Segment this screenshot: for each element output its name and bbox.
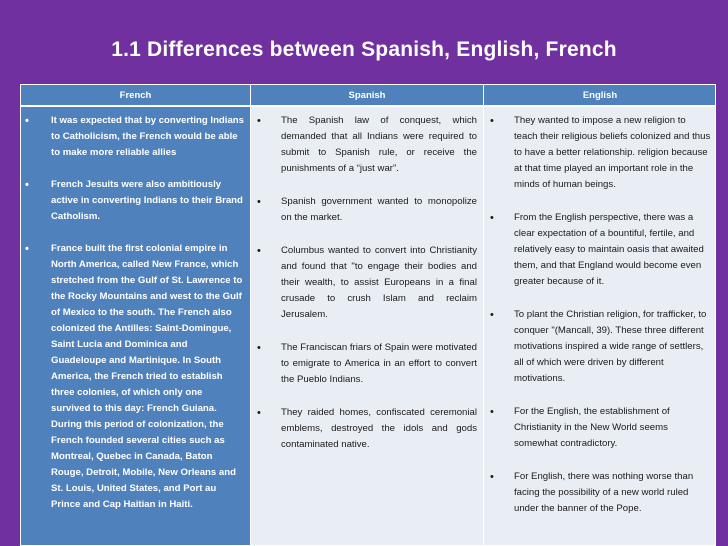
list-item-text: The Franciscan friars of Spain were motivated to emigrate to America in an effort to convert the Pueblo Indians. — [281, 342, 477, 385]
header-french: French — [21, 85, 251, 107]
bullet-icon: • — [257, 245, 261, 257]
list-item-text: To plant the Christian religion, for trafficker, to conquer "(Mancall, 39). These three different motivations inspired a wide range of settlers, all of which were driven by different motivations. — [514, 309, 707, 384]
list-item-text: They wanted to impose a new religion to teach their religious beliefs colonized and thus to have a better relationship. religion because at that time played an important role in the minds of human beings. — [514, 115, 711, 190]
bullet-icon: • — [490, 406, 494, 418]
list-item-text: For the English, the establishment of Christianity in the New World seems somewhat contradictory. — [514, 406, 670, 449]
comparison-table — [20, 84, 716, 546]
bullet-icon: • — [490, 309, 494, 321]
list-item — [251, 340, 477, 388]
bullet-icon: • — [257, 196, 261, 208]
list-item-text: France built the first colonial empire in North America, called New France, which stretched from the Gulf of St. Lawrence to the Rocky Mountains and west to the Gulf of Mexico to the south. The French also colonized the Antilles: Saint-Domingue, Saint Lucia and Dominica and Guadeloupe and Martinique. In South America, the French tried to establish three colonies, of which only one survived to this day: French Guiana. During this period of colonization, the French founded several cities such as Montreal, Quebec in Canada, Baton Rouge, Detroit, Mobile, New Orleans and St. Louis, United States, and Port au Prince and Cap Haitian in Haiti. — [51, 243, 243, 510]
column-french — [21, 107, 251, 545]
list-item — [251, 113, 477, 177]
list-item — [251, 243, 477, 323]
list-item-text: They raided homes, confiscated ceremonial emblems, destroyed the idols and gods contaminated native. — [281, 407, 477, 450]
list-item-text: French Jesuits were also ambitiously active in converting Indians to their Brand Catholism. — [51, 179, 243, 222]
list-item-text: Columbus wanted to convert into Christianity and found that "to engage their bodies and their wealth, to assist Europeans in a final crusade to crush Islam and reclaim Jerusalem. — [281, 245, 477, 320]
header-spanish: Spanish — [251, 85, 484, 107]
list-item — [251, 194, 477, 226]
bullet-icon: • — [25, 243, 29, 255]
list-item — [484, 113, 711, 193]
list-item — [21, 177, 244, 225]
list-item-text: From the English perspective, there was a clear expectation of a bountiful, fertile, and relatively easy to maintain oasis that awaited them, and that England would become even greater because of it. — [514, 212, 704, 287]
bullet-icon: • — [257, 407, 261, 419]
bullet-icon: • — [490, 115, 494, 127]
list-item-text: The Spanish law of conquest, which demanded that all Indians were required to submit to Spanish rule, or receive the punishments of a “just war”. — [281, 115, 477, 174]
bullet-icon: • — [257, 342, 261, 354]
list-item — [484, 404, 711, 452]
list-item — [484, 210, 711, 290]
list-item — [21, 241, 244, 513]
slide-title: 1.1 Differences between Spanish, English, French — [111, 38, 617, 61]
bullet-icon: • — [490, 471, 494, 483]
column-spanish — [251, 107, 484, 545]
list-item — [484, 307, 711, 387]
list-item-text: Spanish government wanted to monopolize on the market. — [281, 196, 477, 223]
column-english — [484, 107, 716, 545]
bullet-icon: • — [25, 179, 29, 191]
list-item — [484, 469, 711, 517]
list-item-text: It was expected that by converting Indians to Catholicism, the French would be able to make more reliable allies — [51, 115, 244, 158]
header-english: English — [484, 85, 716, 107]
list-item — [251, 405, 477, 453]
bullet-icon: • — [490, 212, 494, 224]
bullet-icon: • — [257, 115, 261, 127]
bullet-icon: • — [25, 115, 29, 127]
list-item — [21, 113, 244, 161]
list-item-text: For English, there was nothing worse than facing the possibility of a new world ruled under the banner of the Pope. — [514, 471, 694, 514]
